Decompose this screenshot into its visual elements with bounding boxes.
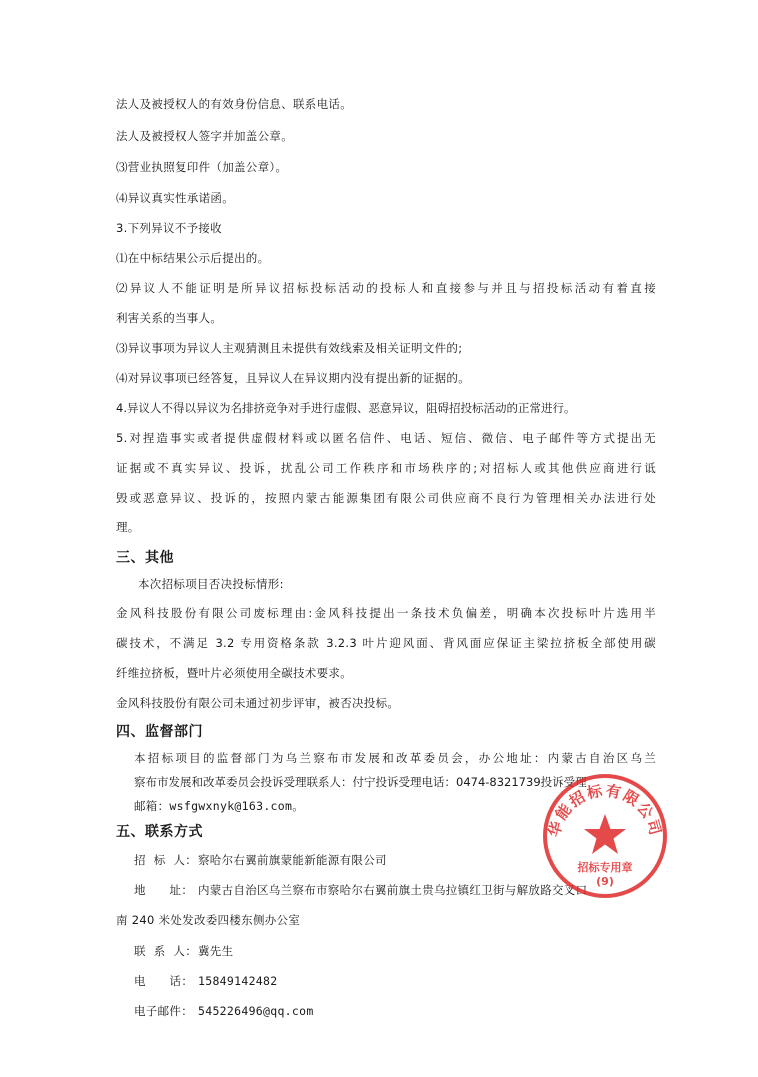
field-value: 冀先生 [198,944,234,958]
text-line: ⑷异议真实性承诺函。 [116,191,234,205]
text-line: 理。 [116,520,140,534]
text-line: 3.下列异议不予接收 [116,221,222,235]
field-label: 电子邮件： [134,1004,193,1018]
seal-number: (9) [596,875,614,888]
contact-row-phone [134,973,674,989]
email-label: 邮箱： [134,799,170,813]
contact-row-person [134,943,674,959]
text-line: 金风科技股份有限公司废标理由:金风科技提出一条技术负偏差，明确本次投标叶片选用半 [116,606,656,620]
field-value: 察哈尔右翼前旗蒙能新能源有限公司 [198,853,387,867]
text-line: 5.对捏造事实或者提供虚假材料或以匿名信件、电话、短信、微信、电子邮件等方式提出无 [116,431,656,445]
field-value: 545226496@qq.com [198,1004,314,1018]
text-line: 本次招标项目否决投标情形: [138,577,284,591]
text-line: 4.异议人不得以异议为名排挤竞争对手进行虚假、恶意异议，阻碍招投标活动的正常进行。 [116,401,576,415]
official-seal [541,772,669,900]
text-line: ⑴在中标结果公示后提出的。 [116,251,270,265]
text-line: 证据或不真实异议、投诉，扰乱公司工作秩序和市场秩序的;对招标人或其他供应商进行诋 [116,461,656,475]
field-value: 15849142482 [198,974,278,988]
text-line: 法人及被授权人的有效身份信息、联系电话。 [116,97,352,111]
text-line: ⑵异议人不能证明是所异议招标投标活动的投标人和直接参与并且与招投标活动有着直接 [116,281,656,295]
text-line: 碳技术，不满足 3.2 专用资格条款 3.2.3 叶片迎风面、背风面应保证主梁拉挤板全部使用碳 [116,636,656,650]
section-heading-other: 三、其他 [116,550,174,566]
text-line: ⑶营业执照复印件（加盖公章）。 [116,160,288,174]
section-heading-contact: 五、联系方式 [116,824,203,840]
text-line: 法人及被授权人签字并加盖公章。 [116,129,293,143]
seal-arc-text: 华能招标有限公司 [544,781,666,839]
section-heading-supervision: 四、监督部门 [116,724,203,740]
text-line: 纤维拉挤板，暨叶片必须使用全碳技术要求。 [116,666,352,680]
field-label: 招 标 人： [134,853,198,867]
text-line: ⑷对异议事项已经答复，且异议人在异议期内没有提出新的证据的。 [116,371,470,385]
text-line: 南 240 米处发改委四楼东侧办公室 [116,913,301,927]
field-value: 内蒙古自治区乌兰察布市察哈尔右翼前旗土贵乌拉镇红卫街与解放路交叉口 [198,883,588,897]
text-line: 本招标项目的监督部门为乌兰察布市发展和改革委员会，办公地址：内蒙古自治区乌兰 [134,751,656,765]
field-label: 电 话： [134,974,194,988]
star-icon [584,814,626,854]
text-line: 察布市发展和改革委员会投诉受理联系人：付宁投诉受理电话：0474-8321739投诉受理 [134,775,587,789]
text-line: 金风科技股份有限公司未通过初步评审，被否决投标。 [116,696,400,710]
text-line: 毁或恶意异议、投诉的，按照内蒙古能源集团有限公司供应商不良行为管理相关办法进行处 [116,491,656,505]
supervision-email: wsfgwxnyk@163.com。 [169,799,305,813]
text-line: 利害关系的当事人。 [116,311,223,325]
contact-row-email [134,1003,674,1019]
seal-center-text: 招标专用章 [577,861,633,874]
text-line: ⑶异议事项为异议人主观猜测且未提供有效线索及相关证明文件的; [116,341,463,355]
field-label: 联 系 人： [134,944,198,958]
field-label: 地 址： [134,883,194,897]
